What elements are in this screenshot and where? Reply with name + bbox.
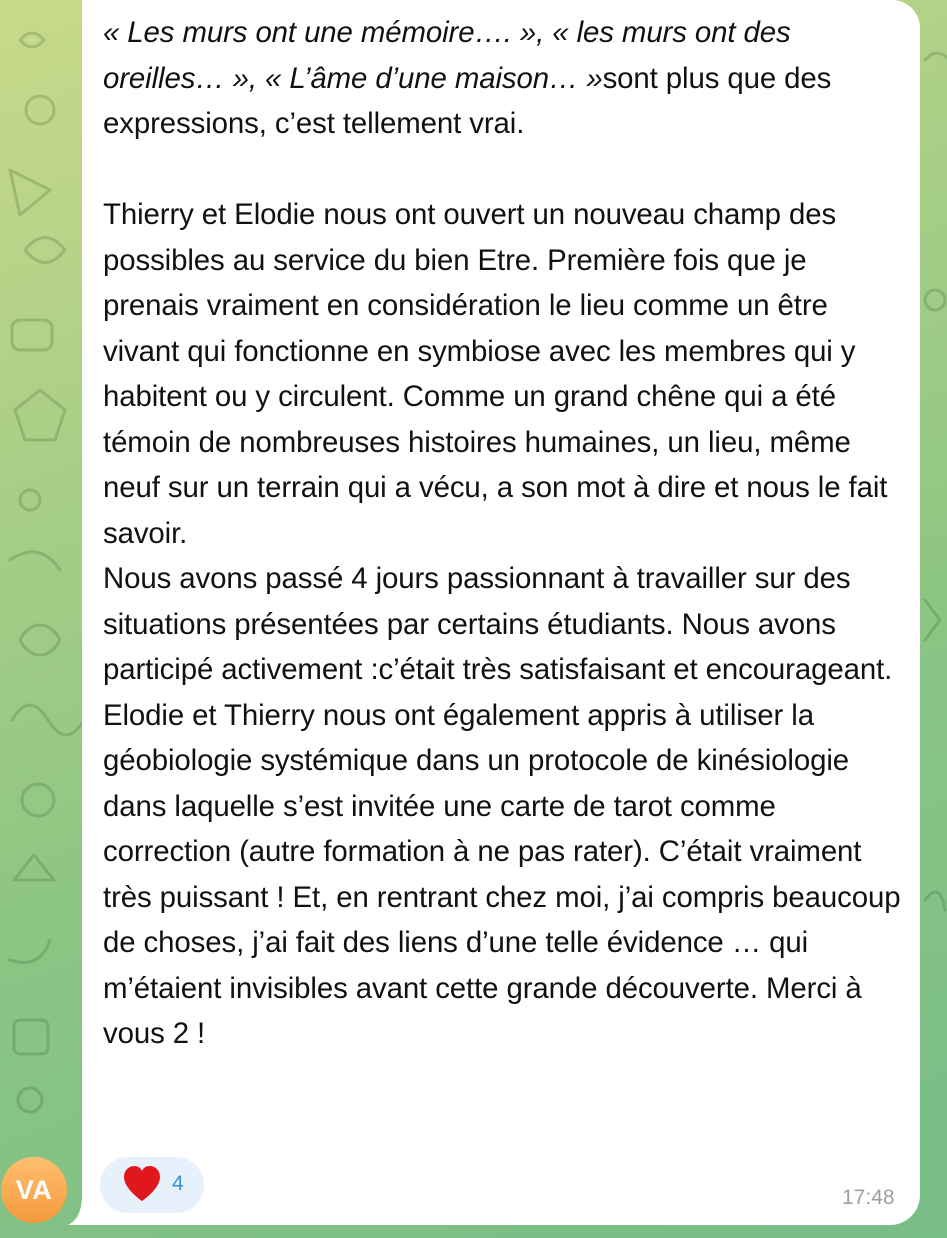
message-quote: « Les murs ont une mémoire…. », « les murs ont des oreilles… », « L’âme d’une maison… » (103, 16, 799, 95)
message-body: sont plus que des expressions, c’est tellement vrai. Thierry et Elodie nous ont ouvert un nouveau champ des possibles au service du bien Etre. Première fois que je prenais vraiment en considération le lieu comme un être vivant qui fonctionne en symbiose avec les membres qui y habitent ou y circulent. Comme un grand chêne qui a été témoin de nombreuses histoires humaines, un lieu, même neuf sur un terrain qui a vécu, a son mot à dire et nous le fait savoir. Nous avons passé 4 jours passionnant à travailler sur des situations présentées par certains étudiants. Nous avons participé activement :c’était très satisfaisant et encourageant. Elodie et Thierry nous ont également appris à utiliser la géobiologie systémique dans un protocole de kinésiologie dans laquelle s’est invitée une carte de tarot comme correction (autre formation à ne pas rater). C’était vraiment très puissant ! Et, en rentrant chez moi, j’ai compris beaucoup de choses, j’ai fait des liens d’une telle évidence … qui m’étaient invisibles avant cette grande découverte. Merci à vous 2 ! (103, 61, 901, 1050)
reaction-count: 4 (172, 1172, 184, 1195)
sender-avatar[interactable] (1, 1157, 67, 1223)
reaction-chip[interactable] (100, 1157, 204, 1213)
heart-icon (122, 1165, 162, 1203)
message-text (103, 10, 903, 1057)
message-timestamp: 17:48 (842, 1186, 895, 1209)
avatar-initials: VA (15, 1174, 53, 1205)
